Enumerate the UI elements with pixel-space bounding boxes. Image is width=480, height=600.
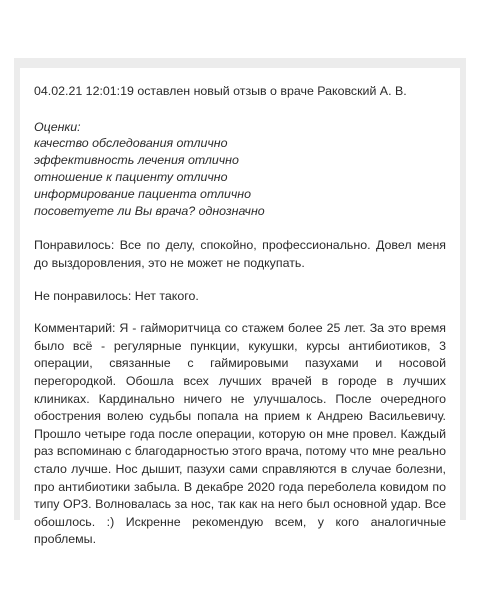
- liked-text: Понравилось: Все по делу, спокойно, профессионально. Довел меня до выздоровления, это не может не подкупать.: [34, 238, 446, 270]
- review-header: 04.02.21 12:01:19 оставлен новый отзыв о враче Раковский А. В.: [34, 84, 407, 98]
- rating-examination: качество обследования отлично: [34, 136, 228, 151]
- rating-attitude: отношение к пациенту отлично: [34, 169, 228, 184]
- rating-informing: информирование пациента отлично: [34, 186, 251, 201]
- comment-text: Комментарий: Я - гайморитчица со стажем более 25 лет. За это время было всё - регулярные пункции, кукушки, курсы антибиотиков, 3 операции, связанные с гаймировыми пазухами и носовой перегородкой. Обошла всех лучших врачей в городе в лучших клиниках. Кардинально ничего не улучшалось. После очередного обострения волею судьбы попала на прием к Андрею Васильевичу. Прошло четыре года после операции, которую он мне провел. Каждый раз вспоминаю с благодарностью этого врача, потому что мне реально стало лучше. Нос дышит, пазухи сами справляются в случае болезни, про антибиотики забыла. В декабре 2020 года переболела ковидом по типу ОРЗ. Волновалась за нос, так как на него был основной удар. Все обошлось. :) Искренне рекомендую всем, у кого аналогичные проблемы.: [34, 321, 446, 547]
- ratings-section: [34, 119, 446, 220]
- disliked-text: Не понравилось: Нет такого.: [34, 288, 199, 303]
- ratings-title: Оценки:: [34, 119, 81, 134]
- review-card: [20, 68, 460, 547]
- rating-treatment: эффективность лечения отлично: [34, 153, 239, 168]
- rating-recommend: посоветуете ли Вы врача? однозначно: [34, 203, 265, 218]
